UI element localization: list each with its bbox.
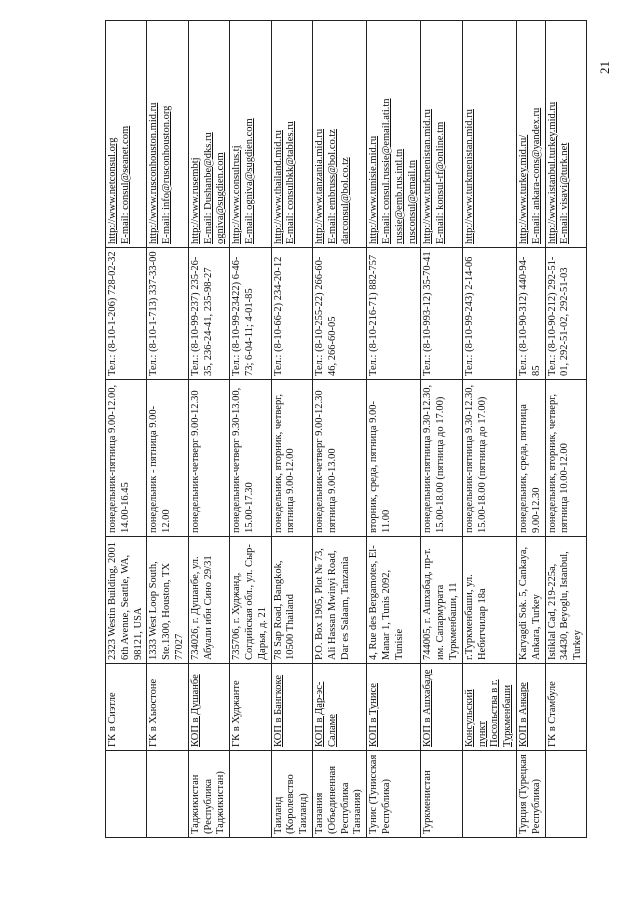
table-row — [462, 21, 516, 838]
contacts-cell — [106, 21, 147, 248]
mission-cell: ГК в Стамбуле — [545, 664, 586, 751]
website-link[interactable]: http://www.turkmenistan.mid.ru — [422, 109, 434, 244]
table-row — [271, 21, 312, 838]
table-body — [106, 21, 587, 838]
address-cell: 744005, г. Ашхабад, пр-т. им. Сапармурата Туркменбаши, 11 — [421, 537, 462, 664]
email-link[interactable]: E-mail: info@rusconhouston.org — [161, 105, 173, 244]
website-link[interactable]: http://www.istanbul.turkey.mid.ru — [546, 101, 558, 244]
table-row — [367, 21, 421, 838]
contacts-cell — [188, 21, 229, 248]
address-cell: 735706, г. Худжанд, Согдийская обл., ул. Сыр-Дарья, д. 21 — [230, 537, 271, 664]
email-link[interactable]: E-mail: ankara-cons@yandex.ru — [530, 107, 542, 244]
phone-cell: Тел.: (8-10-90-312) 440-94-85 — [516, 248, 545, 380]
address-cell: г.Туркменбаши, ул. Небитчилар 18а — [462, 537, 516, 664]
phone-cell: Тел.: (8-10-66-2) 234-20-12 — [271, 248, 312, 380]
phone-cell: Тел.: (8-10-1-206) 728-02-32 — [106, 248, 147, 380]
contacts-cell — [230, 21, 271, 248]
phone-cell: Тел.: (8-10-255-22) 266-60-46, 266-60-05 — [312, 248, 366, 380]
email-link[interactable]: E-mail: visavi@turk.net — [559, 142, 571, 244]
table-row — [106, 21, 147, 838]
table-row — [147, 21, 188, 838]
country-cell: Туркменистан — [421, 751, 462, 838]
hours-cell: понедельник-четверг 9.00-12.30 — [188, 380, 229, 537]
website-link[interactable]: http://www.rusembtj — [189, 157, 201, 244]
email-link[interactable]: E-mail: consul@seanet.com — [119, 125, 131, 244]
email-link[interactable]: rusconsul@email.tn — [406, 159, 418, 244]
table-row — [421, 21, 462, 838]
website-link[interactable]: http://www.netconsul.org — [107, 137, 118, 244]
contacts-cell — [462, 21, 516, 248]
country-cell — [147, 751, 188, 838]
hours-cell: понедельник, вторник, четверг, пятница 10.00-12.00 — [545, 380, 586, 537]
country-cell — [462, 751, 516, 838]
mission-cell[interactable]: КОП в Дар-эс-Саламе — [312, 664, 366, 751]
email-link[interactable]: E-mail: consul.russie@email.ati.tn — [380, 98, 392, 244]
address-cell: P.O. Box 1905, Plot № 73, Ali Hassan Mwinyi Road, Dar es Salaam, Tanzania — [312, 537, 366, 664]
contacts-cell — [421, 21, 462, 248]
hours-cell: понедельник, вторник, четверг, пятница 9.00-12.00 — [271, 380, 312, 537]
email-link[interactable]: darconsul@bol.co.tz — [339, 157, 351, 244]
hours-cell: понедельник-пятница 9.00-12.00, 14.00-16.45 — [106, 380, 147, 537]
website-link[interactable]: http://www.consulrus.tj — [231, 145, 243, 244]
email-link[interactable]: E-mail: consulbkk@tables.ru — [285, 121, 297, 244]
mission-cell: ГК в Хьюстоне — [147, 664, 188, 751]
phone-cell: Тел.: (8-10-99-237) 235-26-35, 236-24-41, 235-98-27 — [188, 248, 229, 380]
mission-cell[interactable]: Консульский пункт Посольства в г. Туркменбаши — [462, 664, 516, 751]
email-link[interactable]: E-mail: embruss@bol.co.tz — [326, 129, 338, 244]
table-row — [230, 21, 271, 838]
country-cell — [230, 751, 271, 838]
country-cell: Тунис (Тунисская Республика) — [367, 751, 421, 838]
country-cell: Таджикистан (Республика Таджикистан) — [188, 751, 229, 838]
mission-cell[interactable]: КОП в Ашхабаде — [421, 664, 462, 751]
mission-cell[interactable]: КОП в Душанбе — [188, 664, 229, 751]
address-cell: Karyagdi Sok. 5, Cankaya, Ankara, Turkey — [516, 537, 545, 664]
table-row — [516, 21, 545, 838]
website-link[interactable]: http://www.turkmenistan.mid.ru — [463, 109, 475, 244]
country-cell: Турция (Турецкая Республика) — [516, 751, 545, 838]
website-link[interactable]: http://www.thailand.mid.ru — [272, 130, 284, 244]
address-cell: 78 Sap Road, Bangkok, 10500 Thailand — [271, 537, 312, 664]
website-link[interactable]: http://www.turkey.mid.ru/ — [517, 134, 529, 244]
address-cell: 734026, г. Душанбе, ул. Абуали ибн Сино 29/31 — [188, 537, 229, 664]
consulates-table — [105, 20, 587, 838]
phone-cell: Тел.: (8-10-1-713) 337-33-00 — [147, 248, 188, 380]
email-link[interactable]: E-mail: ogniva@sugdien.com — [243, 118, 255, 244]
table-row — [312, 21, 366, 838]
address-cell: 2323 Westin Building, 2001 6th Avenue, Seattle, WA, 98121, USA — [106, 537, 147, 664]
hours-cell: понедельник, среда, пятница 9.00-12.30 — [516, 380, 545, 537]
table-row — [545, 21, 586, 838]
hours-cell: вторник, среда, пятница 9.00-11.00 — [367, 380, 421, 537]
phone-cell: Тел.: (8-10-99-23422) 6-46-73; 6-04-11; 4-01-85 — [230, 248, 271, 380]
phone-cell: Тел.: (8-10-90-212) 292-51-01, 292-51-02, 292-51-03 — [545, 248, 586, 380]
hours-cell: понедельник-четверг 9.00-12.30 пятница 9.00-13.00 — [312, 380, 366, 537]
mission-cell: ГК в Худжанте — [230, 664, 271, 751]
email-link[interactable]: russie@emb.rus.intl.tn — [393, 148, 405, 244]
country-cell: Таиланд (Королевство Таиланд) — [271, 751, 312, 838]
country-cell — [545, 751, 586, 838]
phone-cell: Тел.: (8-10-993-12) 35-70-41 — [421, 248, 462, 380]
hours-cell: понедельник-пятница 9.30-12.30, 15.00-18.00 (пятница до 17.00) — [462, 380, 516, 537]
website-link[interactable]: http://www.rusconhouston.mid.ru — [148, 102, 160, 244]
email-link[interactable]: ogniva@sugdien.com — [215, 152, 227, 244]
address-cell: 1333 West Loop South, Ste.1300, Houston, TX 77027 — [147, 537, 188, 664]
table-row — [188, 21, 229, 838]
mission-cell[interactable]: КОП в Тунисе — [367, 664, 421, 751]
hours-cell: понедельник-четверг 9.30-13.00, 15.00-17.30 — [230, 380, 271, 537]
hours-cell: понедельник-пятница 9.30-12.30, 15.00-18.00 (пятница до 17.00) — [421, 380, 462, 537]
address-cell: Istiklal Cad, 219-225a, 34430, Beyoglu, Istanbul, Turkey — [545, 537, 586, 664]
mission-cell: ГК в Сиэтле — [106, 664, 147, 751]
country-cell — [106, 751, 147, 838]
contacts-cell — [147, 21, 188, 248]
mission-cell[interactable]: КОП в Бангкоке — [271, 664, 312, 751]
website-link[interactable]: http://www.tunisie.mid.ru — [368, 135, 380, 244]
phone-cell: Тел.: (8-10-99-243) 2-14-06 — [462, 248, 516, 380]
address-cell: 4, Rue des Bergamotes, El-Manar 1, Tunis 2092, Tunisie — [367, 537, 421, 664]
contacts-cell — [271, 21, 312, 248]
website-link[interactable]: http://www.tanzania.mid.ru — [313, 128, 325, 244]
contacts-cell — [516, 21, 545, 248]
mission-cell[interactable]: КОП в Анкаре — [516, 664, 545, 751]
rotated-page — [105, 63, 605, 838]
contacts-cell — [545, 21, 586, 248]
email-link[interactable]: E-mail: konsul-rf@online.tm — [435, 121, 447, 244]
contacts-cell — [312, 21, 366, 248]
phone-cell: Тел.: (8-10-216-71) 882-757 — [367, 248, 421, 380]
page-number: 21 — [597, 61, 612, 74]
hours-cell: понедельник - пятница 9.00-12.00 — [147, 380, 188, 537]
country-cell: Танзания (Объединенная Республика Танзания) — [312, 751, 366, 838]
email-link[interactable]: E-mail: Dushanbe@dks.ru — [202, 132, 214, 244]
contacts-cell — [367, 21, 421, 248]
